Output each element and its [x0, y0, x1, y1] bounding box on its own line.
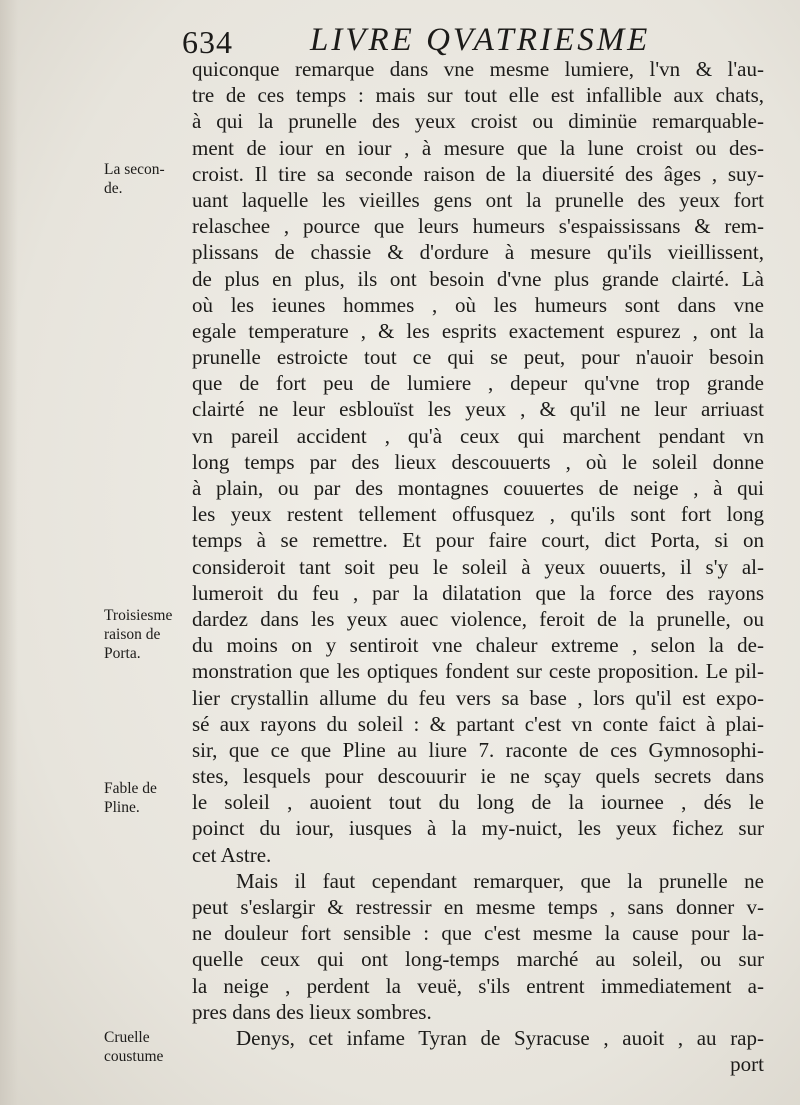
- text-line: la neige , perdent la veuë, s'ils entrent immediatement a-: [192, 973, 764, 998]
- margin-note-fable: [104, 779, 190, 817]
- text-line: plissans de chassie & d'ordure à mesure qu'ils vieillissent,: [192, 240, 764, 265]
- text-line: egale temperature , & les esprits exactement espurez , ont la: [192, 318, 764, 343]
- text-line: monstration que les optiques fondent sur ceste proposition. Le pil-: [192, 659, 764, 684]
- text-line: les yeux restent tellement offusquez , qu'ils sont fort long: [192, 502, 764, 527]
- margin-note-line: Cruelle: [104, 1029, 150, 1046]
- text-line: consideroit tant soit peu le soleil à yeux ouuerts, il s'y al-: [192, 554, 764, 579]
- text-line: croist. Il tire sa seconde raison de la diuersité des âges , suy-: [192, 161, 764, 186]
- text-line: quelle ceux qui ont long-temps marché au soleil, ou sur: [192, 947, 764, 972]
- text-line: lier crystallin allume du feu vers sa base , lors qu'il est expo-: [192, 685, 764, 710]
- text-line: de plus en plus, ils ont besoin d'vne plus grande clairté. Là: [192, 266, 764, 291]
- gutter-shadow: [0, 0, 18, 1105]
- body-text: [192, 56, 764, 1077]
- running-title: LIVRE QVATRIESME: [310, 22, 651, 58]
- text-line: à qui la prunelle des yeux croist ou diminüe remarquable-: [192, 109, 764, 134]
- margin-note-line: de.: [104, 180, 123, 197]
- text-line: ne douleur fort sensible : que c'est mesme la cause pour la-: [192, 921, 764, 946]
- margin-note-line: Porta.: [104, 645, 141, 662]
- page-number: 634: [182, 24, 233, 60]
- text-line: sé aux rayons du soleil : & partant c'est vn conte faict à plai-: [192, 711, 764, 736]
- text-line: vn pareil accident , qu'à ceux qui marchent pendant vn: [192, 423, 764, 448]
- text-line: dardez dans les yeux auec violence, feroit de la prunelle, ou: [192, 606, 764, 631]
- text-line: que de fort peu de lumiere , depeur qu'vne trop grande: [192, 371, 764, 396]
- text-line: tre de ces temps : mais sur tout elle est infallible aux chats,: [192, 83, 764, 108]
- text-line: clairté ne leur esblouïst les yeux , & qu'il ne leur arriuast: [192, 397, 764, 422]
- margin-note-line: Fable de: [104, 780, 157, 797]
- text-line: pres dans des lieux sombres.: [192, 999, 432, 1024]
- text-line: cet Astre.: [192, 842, 272, 867]
- text-line: uant laquelle les vieilles gens ont la prunelle des yeux fort: [192, 187, 764, 212]
- margin-note-cruelle: [104, 1028, 190, 1066]
- text-line: où les ieunes hommes , où les humeurs sont dans vne: [192, 292, 764, 317]
- margin-note-line: La secon-: [104, 161, 165, 178]
- text-line: à plain, ou par des montagnes couuertes de neige , à qui: [192, 476, 764, 500]
- margin-note-seconde: [104, 160, 190, 198]
- text-line: peut s'eslargir & restressir en mesme temps , sans donner v-: [192, 895, 764, 919]
- text-line: port: [730, 1052, 764, 1077]
- text-line: le soleil , auoient tout du long de la iournee , dés le: [192, 790, 764, 815]
- margin-note-line: coustume: [104, 1048, 164, 1065]
- text-line: du moins on y sentiroit vne chaleur extreme , selon la de-: [192, 633, 764, 658]
- text-line: Denys, cet infame Tyran de Syracuse , auoit , au rap-: [236, 1025, 764, 1050]
- margin-note-line: Pline.: [104, 799, 140, 816]
- margin-note-line: raison de: [104, 626, 161, 643]
- text-line: lumeroit du feu , par la dilatation que la force des rayons: [192, 580, 764, 605]
- text-line: poinct du iour, iusques à la my-nuict, les yeux fichez sur: [192, 816, 764, 841]
- text-line: long temps par des lieux descouuerts , où le soleil donne: [192, 449, 764, 474]
- text-line: Mais il faut cependant remarquer, que la prunelle ne: [236, 868, 764, 893]
- margin-note-troisiesme: [104, 606, 190, 663]
- text-line: sir, que ce que Pline au liure 7. raconte de ces Gymnosophi-: [192, 737, 764, 762]
- text-line: prunelle estroicte tout ce qui se peut, pour n'auoir besoin: [192, 345, 764, 370]
- text-line: quiconque remarque dans vne mesme lumiere, l'vn & l'au-: [192, 57, 764, 81]
- text-line: relaschee , pource que leurs humeurs s'espaississans & rem-: [192, 214, 764, 239]
- text-line: stes, lesquels pour descouurir ie ne sçay quels secrets dans: [192, 764, 764, 789]
- margin-note-line: Troisiesme: [104, 607, 173, 624]
- text-line: temps à se remettre. Et pour faire court, dict Porta, si on: [192, 528, 764, 553]
- text-line: ment de iour en iour , à mesure que la lune croist ou des-: [192, 135, 764, 160]
